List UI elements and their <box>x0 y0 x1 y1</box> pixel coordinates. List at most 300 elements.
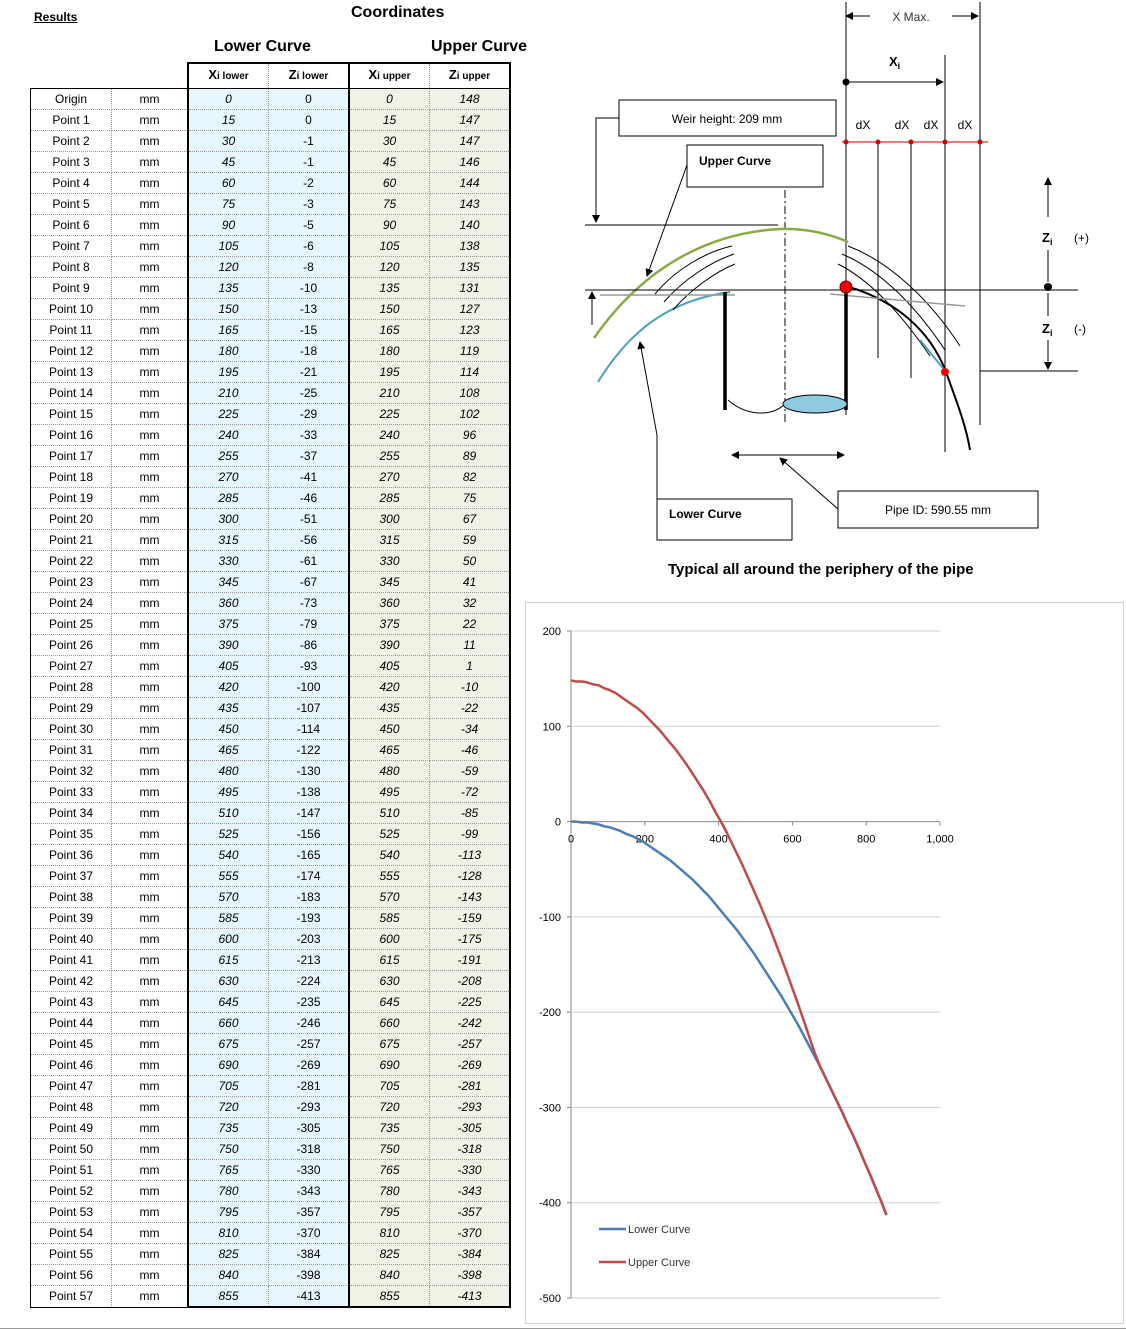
table-row <box>31 803 511 824</box>
row-label: Point 7 <box>31 236 112 257</box>
z-lower-cell: -51 <box>269 509 350 530</box>
z-lower-cell: -10 <box>269 278 350 299</box>
z-lower-cell: -18 <box>269 341 350 362</box>
z-upper-cell: 147 <box>430 131 511 152</box>
row-label: Point 51 <box>31 1160 112 1181</box>
row-unit: mm <box>112 89 189 110</box>
z-upper-cell: -175 <box>430 929 511 950</box>
x-upper-cell: 855 <box>349 1286 430 1308</box>
x-upper-cell: 330 <box>349 551 430 572</box>
x-tick-label: 1,000 <box>926 833 954 846</box>
z-upper-cell: 127 <box>430 299 511 320</box>
z-upper-cell: 89 <box>430 446 511 467</box>
z-lower-cell: -257 <box>269 1034 350 1055</box>
row-label: Point 5 <box>31 194 112 215</box>
x-upper-cell: 300 <box>349 509 430 530</box>
row-label: Point 52 <box>31 1181 112 1202</box>
x-upper-cell: 165 <box>349 320 430 341</box>
lower-curve-heading: Lower Curve <box>214 38 311 55</box>
z-lower-cell: -318 <box>269 1139 350 1160</box>
row-label: Point 33 <box>31 782 112 803</box>
row-unit: mm <box>112 992 189 1013</box>
table-row <box>31 887 511 908</box>
y-tick-label: -500 <box>538 1293 561 1305</box>
x-upper-cell: 225 <box>349 404 430 425</box>
row-label: Point 27 <box>31 656 112 677</box>
z-lower-cell: -41 <box>269 467 350 488</box>
x-lower-cell: 690 <box>188 1055 269 1076</box>
x-upper-cell: 195 <box>349 362 430 383</box>
z-lower-cell: -56 <box>269 530 350 551</box>
table-row <box>31 719 511 740</box>
x-lower-cell: 480 <box>188 761 269 782</box>
svg-text:(-): (-) <box>1074 322 1086 336</box>
legend-label-1: Upper Curve <box>628 1257 691 1269</box>
z-lower-cell: -235 <box>269 992 350 1013</box>
x-lower-cell: 390 <box>188 635 269 656</box>
row-unit: mm <box>112 1160 189 1181</box>
row-unit: mm <box>112 215 189 236</box>
row-unit: mm <box>112 782 189 803</box>
z-upper-cell: -72 <box>430 782 511 803</box>
x-lower-cell: 555 <box>188 866 269 887</box>
row-unit: mm <box>112 530 189 551</box>
z-lower-cell: -398 <box>269 1265 350 1286</box>
z-lower-cell: -93 <box>269 656 350 677</box>
table-row <box>31 1160 511 1181</box>
x-upper-cell: 450 <box>349 719 430 740</box>
z-lower-cell: -107 <box>269 698 350 719</box>
x-lower-cell: 90 <box>188 215 269 236</box>
x-upper-cell: 30 <box>349 131 430 152</box>
xi-origin-dot <box>843 79 850 86</box>
x-lower-cell: 750 <box>188 1139 269 1160</box>
x-lower-cell: 510 <box>188 803 269 824</box>
x-upper-cell: 540 <box>349 845 430 866</box>
z-upper-cell: -85 <box>430 803 511 824</box>
z-lower-cell: -46 <box>269 488 350 509</box>
z-lower-cell: -3 <box>269 194 350 215</box>
row-label: Point 15 <box>31 404 112 425</box>
row-unit: mm <box>112 1286 189 1308</box>
row-label: Point 2 <box>31 131 112 152</box>
row-unit: mm <box>112 824 189 845</box>
x-tick-label: 400 <box>709 833 728 846</box>
z-lower-cell: -61 <box>269 551 350 572</box>
upper-curve-leader <box>647 165 687 276</box>
z-lower-cell: 0 <box>269 110 350 131</box>
lower-curve-label: Lower Curve <box>669 507 742 521</box>
x-upper-cell: 0 <box>349 89 430 110</box>
row-unit: mm <box>112 635 189 656</box>
z-upper-cell: 82 <box>430 467 511 488</box>
curve-point <box>941 368 949 376</box>
x-lower-cell: 345 <box>188 572 269 593</box>
x-lower-cell: 615 <box>188 950 269 971</box>
z-upper-cell: 114 <box>430 362 511 383</box>
z-lower-cell: -13 <box>269 299 350 320</box>
row-unit: mm <box>112 1244 189 1265</box>
table-row <box>31 1223 511 1244</box>
xi-label: $X_i$ <box>889 54 901 71</box>
row-unit: mm <box>112 404 189 425</box>
table-row <box>31 257 511 278</box>
row-label: Point 55 <box>31 1244 112 1265</box>
z-lower-cell: 0 <box>269 89 350 110</box>
x-upper-cell: 510 <box>349 803 430 824</box>
row-label: Point 1 <box>31 110 112 131</box>
x-lower-cell: 855 <box>188 1286 269 1308</box>
row-unit: mm <box>112 971 189 992</box>
z-upper-cell: 147 <box>430 110 511 131</box>
series-line-1 <box>571 681 887 1216</box>
z-upper-cell: -269 <box>430 1055 511 1076</box>
table-row <box>31 635 511 656</box>
table-row <box>31 1181 511 1202</box>
x-upper-cell: 75 <box>349 194 430 215</box>
z-upper-cell: 32 <box>430 593 511 614</box>
z-upper-cell: 102 <box>430 404 511 425</box>
z-upper-cell: 148 <box>430 89 511 110</box>
row-label: Point 26 <box>31 635 112 656</box>
x-upper-cell: 525 <box>349 824 430 845</box>
row-label: Point 22 <box>31 551 112 572</box>
row-label: Point 31 <box>31 740 112 761</box>
x-upper-cell: 600 <box>349 929 430 950</box>
x-lower-cell: 330 <box>188 551 269 572</box>
x-lower-cell: 465 <box>188 740 269 761</box>
z-upper-cell: -242 <box>430 1013 511 1034</box>
row-label: Point 57 <box>31 1286 112 1308</box>
row-unit: mm <box>112 320 189 341</box>
x-lower-cell: 840 <box>188 1265 269 1286</box>
row-label: Point 34 <box>31 803 112 824</box>
table-row <box>31 89 511 110</box>
table-row <box>31 320 511 341</box>
legend-label-0: Lower Curve <box>628 1224 691 1236</box>
column-header-1: Zi lower <box>269 63 350 89</box>
row-unit: mm <box>112 488 189 509</box>
table-row <box>31 236 511 257</box>
table-row <box>31 551 511 572</box>
table-row <box>31 509 511 530</box>
x-upper-cell: 45 <box>349 152 430 173</box>
z-lower-cell: -357 <box>269 1202 350 1223</box>
z-upper-cell: -46 <box>430 740 511 761</box>
row-unit: mm <box>112 1118 189 1139</box>
x-lower-cell: 270 <box>188 467 269 488</box>
row-unit: mm <box>112 929 189 950</box>
row-label: Point 49 <box>31 1118 112 1139</box>
row-unit: mm <box>112 950 189 971</box>
row-unit: mm <box>112 803 189 824</box>
x-upper-cell: 15 <box>349 110 430 131</box>
chart-series <box>571 681 887 1216</box>
table-row <box>31 446 511 467</box>
row-unit: mm <box>112 698 189 719</box>
x-tick-label: 200 <box>635 833 654 846</box>
z-lower-cell: -224 <box>269 971 350 992</box>
x-lower-cell: 0 <box>188 89 269 110</box>
z-upper-cell: -208 <box>430 971 511 992</box>
table-row <box>31 677 511 698</box>
z-lower-cell: -2 <box>269 173 350 194</box>
x-lower-cell: 630 <box>188 971 269 992</box>
x-lower-cell: 765 <box>188 1160 269 1181</box>
nappe-line-4 <box>848 246 960 346</box>
x-lower-cell: 450 <box>188 719 269 740</box>
x-upper-cell: 360 <box>349 593 430 614</box>
x-lower-cell: 420 <box>188 677 269 698</box>
table-row <box>31 824 511 845</box>
table-row <box>31 992 511 1013</box>
z-lower-cell: -8 <box>269 257 350 278</box>
z-upper-cell: 75 <box>430 488 511 509</box>
x-upper-cell: 405 <box>349 656 430 677</box>
lower-curve-leader <box>640 342 657 518</box>
x-lower-cell: 180 <box>188 341 269 362</box>
x-upper-cell: 705 <box>349 1076 430 1097</box>
row-label: Point 37 <box>31 866 112 887</box>
row-unit: mm <box>112 509 189 530</box>
row-unit: mm <box>112 110 189 131</box>
x-lower-cell: 165 <box>188 320 269 341</box>
row-label: Point 18 <box>31 467 112 488</box>
x-lower-cell: 720 <box>188 1097 269 1118</box>
x-lower-cell: 585 <box>188 908 269 929</box>
x-upper-cell: 435 <box>349 698 430 719</box>
pipe-id-label: Pipe ID: 590.55 mm <box>884 503 992 517</box>
chart-grid <box>567 631 940 1298</box>
weir-height-label: Weir height: 209 mm <box>671 112 783 126</box>
row-unit: mm <box>112 467 189 488</box>
table-row <box>31 1286 511 1308</box>
table-row <box>31 845 511 866</box>
row-label: Point 38 <box>31 887 112 908</box>
x-upper-cell: 255 <box>349 446 430 467</box>
table-row <box>31 488 511 509</box>
z-lower-cell: -138 <box>269 782 350 803</box>
x-lower-cell: 120 <box>188 257 269 278</box>
y-tick-label: 100 <box>542 721 561 734</box>
z-lower-cell: -73 <box>269 593 350 614</box>
row-unit: mm <box>112 362 189 383</box>
chart-legend <box>599 1224 690 1269</box>
z-lower-cell: -281 <box>269 1076 350 1097</box>
z-upper-cell: 146 <box>430 152 511 173</box>
x-lower-cell: 255 <box>188 446 269 467</box>
row-label: Point 39 <box>31 908 112 929</box>
column-header-0: Xi lower <box>188 63 269 89</box>
row-unit: mm <box>112 278 189 299</box>
table-row <box>31 1076 511 1097</box>
table-row <box>31 1118 511 1139</box>
z-upper-cell: 119 <box>430 341 511 362</box>
x-upper-cell: 555 <box>349 866 430 887</box>
x-lower-cell: 735 <box>188 1118 269 1139</box>
z-lower-cell: -213 <box>269 950 350 971</box>
row-label: Point 16 <box>31 425 112 446</box>
z-lower-cell: -15 <box>269 320 350 341</box>
x-lower-cell: 525 <box>188 824 269 845</box>
x-upper-cell: 465 <box>349 740 430 761</box>
z-upper-cell: 140 <box>430 215 511 236</box>
row-unit: mm <box>112 908 189 929</box>
row-unit: mm <box>112 1181 189 1202</box>
x-lower-cell: 210 <box>188 383 269 404</box>
x-lower-cell: 495 <box>188 782 269 803</box>
row-unit: mm <box>112 194 189 215</box>
row-unit: mm <box>112 845 189 866</box>
table-row <box>31 215 511 236</box>
z-lower-cell: -269 <box>269 1055 350 1076</box>
row-unit: mm <box>112 1265 189 1286</box>
z-upper-cell: -143 <box>430 887 511 908</box>
x-upper-cell: 660 <box>349 1013 430 1034</box>
table-row <box>31 971 511 992</box>
zi-minus-label: $Z_i$ <box>1042 321 1053 338</box>
table-header-row <box>31 63 511 89</box>
row-label: Point 48 <box>31 1097 112 1118</box>
z-lower-cell: -203 <box>269 929 350 950</box>
z-lower-cell: -183 <box>269 887 350 908</box>
table-row <box>31 341 511 362</box>
table-row <box>31 782 511 803</box>
row-label: Point 46 <box>31 1055 112 1076</box>
x-lower-cell: 30 <box>188 131 269 152</box>
row-label: Point 40 <box>31 929 112 950</box>
row-unit: mm <box>112 614 189 635</box>
series-line-0 <box>571 822 887 1216</box>
jet-curve <box>846 286 970 450</box>
table-row <box>31 740 511 761</box>
x-upper-cell: 495 <box>349 782 430 803</box>
table-row <box>31 299 511 320</box>
row-unit: mm <box>112 236 189 257</box>
row-unit: mm <box>112 257 189 278</box>
z-lower-cell: -193 <box>269 908 350 929</box>
table-row <box>31 530 511 551</box>
x-lower-cell: 600 <box>188 929 269 950</box>
row-label: Point 12 <box>31 341 112 362</box>
x-upper-cell: 630 <box>349 971 430 992</box>
nappe-line-5 <box>842 254 945 350</box>
x-lower-cell: 810 <box>188 1223 269 1244</box>
x-lower-cell: 660 <box>188 1013 269 1034</box>
table-row <box>31 1139 511 1160</box>
x-upper-cell: 825 <box>349 1244 430 1265</box>
nappe-line-6 <box>838 264 930 356</box>
row-unit: mm <box>112 131 189 152</box>
x-upper-cell: 375 <box>349 614 430 635</box>
x-lower-cell: 540 <box>188 845 269 866</box>
x-lower-cell: 825 <box>188 1244 269 1265</box>
z-upper-cell: -281 <box>430 1076 511 1097</box>
row-label: Point 32 <box>31 761 112 782</box>
table-row <box>31 1265 511 1286</box>
table-row <box>31 614 511 635</box>
y-tick-label: -100 <box>538 911 561 924</box>
z-upper-cell: 138 <box>430 236 511 257</box>
z-lower-cell: -114 <box>269 719 350 740</box>
table-row <box>31 1013 511 1034</box>
upper-curve-label: Upper Curve <box>699 154 772 168</box>
row-unit: mm <box>112 1055 189 1076</box>
z-lower-cell: -67 <box>269 572 350 593</box>
x-upper-cell: 765 <box>349 1160 430 1181</box>
row-unit: mm <box>112 1034 189 1055</box>
z-lower-cell: -86 <box>269 635 350 656</box>
results-link[interactable]: Results <box>34 10 78 24</box>
row-label: Point 4 <box>31 173 112 194</box>
z-lower-cell: -293 <box>269 1097 350 1118</box>
z-lower-cell: -1 <box>269 152 350 173</box>
x-lower-cell: 315 <box>188 530 269 551</box>
row-unit: mm <box>112 1223 189 1244</box>
row-label: Point 29 <box>31 698 112 719</box>
row-unit: mm <box>112 299 189 320</box>
z-lower-cell: -330 <box>269 1160 350 1181</box>
table-row <box>31 572 511 593</box>
table-row <box>31 278 511 299</box>
row-unit: mm <box>112 446 189 467</box>
z-upper-cell: 50 <box>430 551 511 572</box>
x-upper-cell: 90 <box>349 215 430 236</box>
z-lower-cell: -6 <box>269 236 350 257</box>
z-lower-cell: -384 <box>269 1244 350 1265</box>
row-unit: mm <box>112 551 189 572</box>
x-upper-cell: 645 <box>349 992 430 1013</box>
z-upper-cell: -34 <box>430 719 511 740</box>
x-upper-cell: 150 <box>349 299 430 320</box>
z-upper-cell: 143 <box>430 194 511 215</box>
row-label: Point 23 <box>31 572 112 593</box>
row-unit: mm <box>112 887 189 908</box>
table-row <box>31 383 511 404</box>
x-lower-cell: 780 <box>188 1181 269 1202</box>
row-label: Point 43 <box>31 992 112 1013</box>
x-lower-cell: 570 <box>188 887 269 908</box>
row-unit: mm <box>112 656 189 677</box>
table-row <box>31 467 511 488</box>
x-upper-cell: 270 <box>349 467 430 488</box>
x-upper-cell: 105 <box>349 236 430 257</box>
y-tick-label: 200 <box>542 626 561 638</box>
lower-curve-shape <box>598 292 730 382</box>
z-lower-cell: -37 <box>269 446 350 467</box>
z-upper-cell: -413 <box>430 1286 511 1308</box>
z-upper-cell: -159 <box>430 908 511 929</box>
row-label: Point 30 <box>31 719 112 740</box>
z-upper-cell: -293 <box>430 1097 511 1118</box>
z-lower-cell: -413 <box>269 1286 350 1308</box>
z-upper-cell: -357 <box>430 1202 511 1223</box>
row-label: Point 36 <box>31 845 112 866</box>
x-lower-cell: 645 <box>188 992 269 1013</box>
z-upper-cell: 41 <box>430 572 511 593</box>
z-upper-cell: -343 <box>430 1181 511 1202</box>
x-lower-cell: 360 <box>188 593 269 614</box>
z-lower-cell: -122 <box>269 740 350 761</box>
z-lower-cell: -21 <box>269 362 350 383</box>
x-tick-label: 600 <box>783 833 802 846</box>
x-upper-cell: 285 <box>349 488 430 509</box>
y-tick-label: -400 <box>538 1197 561 1210</box>
table-row <box>31 1034 511 1055</box>
x-upper-cell: 135 <box>349 278 430 299</box>
table-row <box>31 866 511 887</box>
row-unit: mm <box>112 173 189 194</box>
